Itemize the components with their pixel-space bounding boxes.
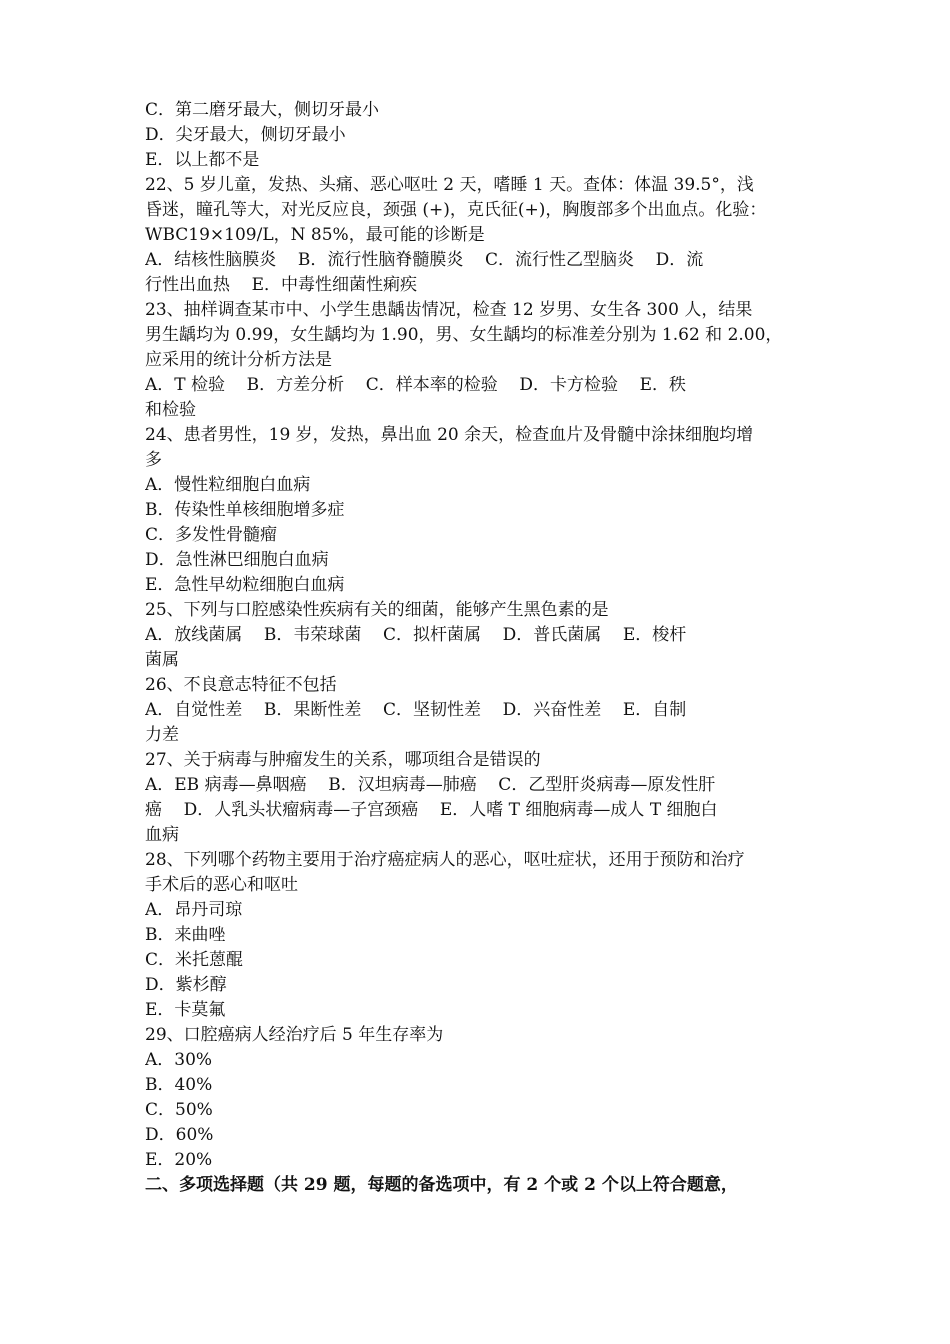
section-heading: 二、多项选择题（共 29 题，每题的备选项中，有 2 个或 2 个以上符合题意， bbox=[145, 1175, 738, 1195]
text-line: C．第二磨牙最大，侧切牙最小 bbox=[145, 100, 380, 120]
text-line: 25、下列与口腔感染性疾病有关的细菌，能够产生黑色素的是 bbox=[145, 600, 609, 620]
document-page bbox=[145, 98, 810, 1198]
text-line: 行性出血热 E．中毒性细菌性痢疾 bbox=[145, 275, 418, 295]
text-line: D．紫杉醇 bbox=[145, 975, 227, 995]
text-line: 22、5 岁儿童，发热、头痛、恶心呕吐 2 天，嗜睡 1 天。查体：体温 39.5°，浅 bbox=[145, 175, 754, 195]
text-line: E．急性早幼粒细胞白血病 bbox=[145, 575, 345, 595]
text-line: 23、抽样调查某市中、小学生患龋齿情况，检查 12 岁男、女生各 300 人，结果 bbox=[145, 300, 753, 320]
text-line: B．40% bbox=[145, 1075, 213, 1095]
text-line: 癌 D．人乳头状瘤病毒—子宫颈癌 E．人嗜 T 细胞病毒—成人 T 细胞白 bbox=[145, 800, 718, 820]
text-line: E．以上都不是 bbox=[145, 150, 260, 170]
text-line: D．60% bbox=[145, 1125, 214, 1145]
text-line: A．EB 病毒—鼻咽癌 B．汉坦病毒—肺癌 C．乙型肝炎病毒—原发性肝 bbox=[145, 775, 716, 795]
text-line: A．放线菌属 B．韦荣球菌 C．拟杆菌属 D．普氏菌属 E．梭杆 bbox=[145, 625, 687, 645]
text-line: E．20% bbox=[145, 1150, 213, 1170]
text-line: A．结核性脑膜炎 B．流行性脑脊髓膜炎 C．流行性乙型脑炎 D．流 bbox=[145, 250, 704, 270]
text-line: 多 bbox=[145, 450, 162, 470]
text-line: 力差 bbox=[145, 725, 179, 745]
text-line: A．30% bbox=[145, 1050, 213, 1070]
text-line: D．尖牙最大，侧切牙最小 bbox=[145, 125, 346, 145]
text-line: A．自觉性差 B．果断性差 C．坚韧性差 D．兴奋性差 E．自制 bbox=[145, 700, 687, 720]
text-line: 男生龋均为 0.99，女生龋均为 1.90，男、女生龋均的标准差分别为 1.62 和 2.00， bbox=[145, 325, 783, 345]
text-line: C．多发性骨髓瘤 bbox=[145, 525, 278, 545]
text-line: A．T 检验 B．方差分析 C．样本率的检验 D．卡方检验 E．秩 bbox=[145, 375, 687, 395]
text-line: B．来曲唑 bbox=[145, 925, 226, 945]
text-line: 应采用的统计分析方法是 bbox=[145, 350, 332, 370]
text-line: A．慢性粒细胞白血病 bbox=[145, 475, 311, 495]
text-line: 27、关于病毒与肿瘤发生的关系，哪项组合是错误的 bbox=[145, 750, 541, 770]
text-line: 28、下列哪个药物主要用于治疗癌症病人的恶心，呕吐症状，还用于预防和治疗 bbox=[145, 850, 745, 870]
text-line: E．卡莫氟 bbox=[145, 1000, 226, 1020]
text-line: B．传染性单核细胞增多症 bbox=[145, 500, 345, 520]
text-line: WBC19×109/L，N 85%，最可能的诊断是 bbox=[145, 225, 485, 245]
text-line: C．50% bbox=[145, 1100, 213, 1120]
text-line: 29、口腔癌病人经治疗后 5 年生存率为 bbox=[145, 1025, 444, 1045]
text-line: A．昂丹司琼 bbox=[145, 900, 243, 920]
text-line: 手术后的恶心和呕吐 bbox=[145, 875, 298, 895]
text-line: 和检验 bbox=[145, 400, 196, 420]
text-line: C．米托蒽醌 bbox=[145, 950, 244, 970]
text-line: D．急性淋巴细胞白血病 bbox=[145, 550, 329, 570]
text-line: 血病 bbox=[145, 825, 179, 845]
text-line: 26、不良意志特征不包括 bbox=[145, 675, 337, 695]
text-line: 昏迷，瞳孔等大，对光反应良，颈强 (+)，克氏征(+)，胸腹部多个出血点。化验： bbox=[145, 200, 767, 220]
text-line: 24、患者男性，19 岁，发热，鼻出血 20 余天，检查血片及骨髓中涂抹细胞均增 bbox=[145, 425, 754, 445]
text-line: 菌属 bbox=[145, 650, 179, 670]
document-body bbox=[145, 98, 810, 1173]
